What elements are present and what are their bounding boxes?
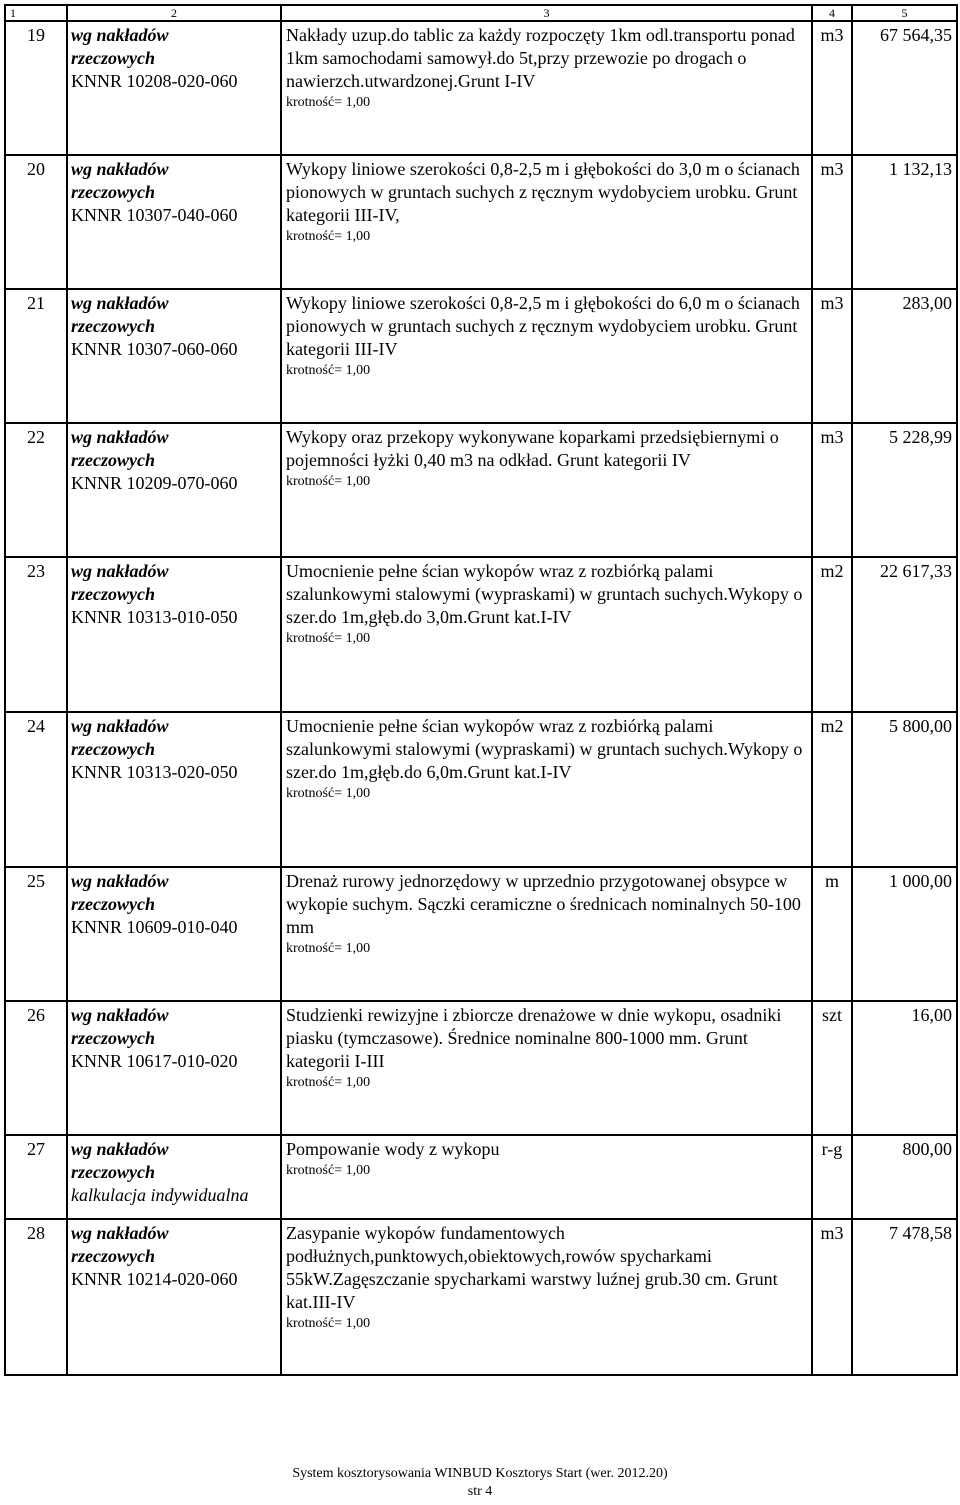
multiplier: krotność= 1,00 (286, 1163, 371, 1178)
item-number-cell (5, 289, 67, 423)
item-number: 26 (27, 1005, 45, 1025)
unit: m (824, 871, 839, 891)
catalog-code: KNNR 10609-010-040 (71, 917, 238, 937)
unit-cell (812, 289, 852, 423)
quantity-cell (852, 423, 957, 557)
unit-cell (812, 21, 852, 155)
table-row (5, 21, 957, 155)
basis-cell (67, 1219, 281, 1375)
multiplier: krotność= 1,00 (286, 1075, 371, 1090)
quantity-cell (852, 712, 957, 867)
basis-type: wg nakładów (71, 1139, 169, 1159)
unit-cell (812, 867, 852, 1001)
basis-type-cont: rzeczowych (71, 584, 155, 604)
item-number-cell (5, 557, 67, 712)
description-cell (281, 155, 812, 289)
catalog-code: KNNR 10214-020-060 (71, 1269, 238, 1289)
basis-cell (67, 289, 281, 423)
footer-system-name: System kosztorysowania WINBUD Kosztorys Start (wer. 2012.20) (292, 1466, 668, 1481)
catalog-code: KNNR 10307-060-060 (71, 339, 238, 359)
table-row (5, 1001, 957, 1135)
col-1-header: 1 (5, 5, 67, 21)
work-description: Umocnienie pełne ścian wykopów wraz z rozbiórką palami szalunkowymi stalowymi (wypraskami) w gruntach suchych.Wykopy o szer.do 1m,głęb.do 6,0m.Grunt kat.I-IV (286, 716, 803, 782)
work-description: Nakłady uzup.do tablic za każdy rozpoczęty 1km odl.transportu ponad 1km samochodami samowył.do 5t,przy przewozie po drogach o nawierzch.utwardzonej.Grunt I-IV (286, 25, 795, 91)
multiplier: krotność= 1,00 (286, 631, 371, 646)
basis-type-cont: rzeczowych (71, 739, 155, 759)
table-row (5, 712, 957, 867)
description-cell (281, 21, 812, 155)
basis-type: wg nakładów (71, 25, 169, 45)
quantity-cell (852, 289, 957, 423)
quantity: 1 132,13 (889, 159, 952, 179)
basis-type: wg nakładów (71, 561, 169, 581)
quantity-cell (852, 1219, 957, 1375)
column-number-header (5, 5, 957, 21)
work-description: Zasypanie wykopów fundamentowych podłużnych,punktowych,obiektowych,rowów spycharkami 55kW.Zagęszczanie spycharkami warstwy luźnej grub.30 cm. Grunt kat.III-IV (286, 1223, 778, 1312)
work-description: Drenaż rurowy jednorzędowy w uprzednio przygotowanej obsypce w wykopie suchym. Sączki ceramiczne o średnicach nominalnych 50-100 mm (286, 871, 801, 937)
unit-cell (812, 155, 852, 289)
item-number: 28 (27, 1223, 45, 1243)
unit: m3 (820, 1223, 844, 1243)
quantity: 5 228,99 (889, 427, 952, 447)
multiplier: krotność= 1,00 (286, 786, 371, 801)
work-description: Studzienki rewizyjne i zbiorcze drenażowe w dnie wykopu, osadniki piasku (tymczasowe). Średnice nominalne 800-1000 mm. Grunt kategorii I-III (286, 1005, 782, 1071)
unit-cell (812, 712, 852, 867)
item-number: 25 (27, 871, 45, 891)
table-row (5, 867, 957, 1001)
catalog-code: KNNR 10617-010-020 (71, 1051, 238, 1071)
page-footer (0, 1465, 960, 1501)
cost-estimate-table (4, 4, 958, 1376)
unit: m3 (820, 25, 844, 45)
unit: szt (822, 1005, 842, 1025)
quantity: 7 478,58 (889, 1223, 952, 1243)
quantity-cell (852, 557, 957, 712)
item-number-cell (5, 1219, 67, 1375)
table-row (5, 155, 957, 289)
unit-cell (812, 1219, 852, 1375)
item-number-cell (5, 423, 67, 557)
col-2-header: 2 (67, 5, 281, 21)
catalog-code: KNNR 10313-020-050 (71, 762, 238, 782)
table-row (5, 557, 957, 712)
quantity-cell (852, 21, 957, 155)
item-number: 24 (27, 716, 45, 736)
quantity: 16,00 (911, 1005, 952, 1025)
work-description: Wykopy liniowe szerokości 0,8-2,5 m i głębokości do 3,0 m o ścianach pionowych w gruntach suchych z ręcznym wydobyciem urobku. Grunt kategorii III-IV, (286, 159, 800, 225)
item-number: 21 (27, 293, 45, 313)
basis-type: wg nakładów (71, 716, 169, 736)
footer-page-number: str 4 (467, 1484, 493, 1499)
basis-cell (67, 423, 281, 557)
table-row (5, 1219, 957, 1375)
work-description: Umocnienie pełne ścian wykopów wraz z rozbiórką palami szalunkowymi stalowymi (wypraskami) w gruntach suchych.Wykopy o szer.do 1m,głęb.do 3,0m.Grunt kat.I-IV (286, 561, 803, 627)
basis-type: wg nakładów (71, 159, 169, 179)
multiplier: krotność= 1,00 (286, 363, 371, 378)
col-3-header: 3 (281, 5, 812, 21)
description-cell (281, 1219, 812, 1375)
description-cell (281, 557, 812, 712)
quantity: 22 617,33 (880, 561, 952, 581)
table-row (5, 289, 957, 423)
unit-cell (812, 1001, 852, 1135)
unit: m3 (820, 427, 844, 447)
basis-cell (67, 712, 281, 867)
item-number-cell (5, 867, 67, 1001)
basis-cell (67, 557, 281, 712)
unit-cell (812, 1135, 852, 1219)
basis-type: wg nakładów (71, 427, 169, 447)
description-cell (281, 423, 812, 557)
description-cell (281, 1001, 812, 1135)
basis-type: wg nakładów (71, 1005, 169, 1025)
multiplier: krotność= 1,00 (286, 1316, 371, 1331)
quantity-cell (852, 1001, 957, 1135)
work-description: Wykopy liniowe szerokości 0,8-2,5 m i głębokości do 6,0 m o ścianach pionowych w gruntach suchych z ręcznym wydobyciem urobku. Grunt kategorii III-IV (286, 293, 800, 359)
catalog-code: kalkulacja indywidualna (71, 1185, 249, 1205)
basis-type-cont: rzeczowych (71, 894, 155, 914)
basis-type-cont: rzeczowych (71, 1028, 155, 1048)
unit: m3 (820, 293, 844, 313)
basis-cell (67, 1001, 281, 1135)
item-number: 22 (27, 427, 45, 447)
item-number: 19 (27, 25, 45, 45)
description-cell (281, 289, 812, 423)
basis-cell (67, 21, 281, 155)
unit: r-g (821, 1139, 843, 1159)
col-5-header: 5 (852, 5, 957, 21)
item-number-cell (5, 21, 67, 155)
basis-type: wg nakładów (71, 871, 169, 891)
work-description: Wykopy oraz przekopy wykonywane koparkami przedsiębiernymi o pojemności łyżki 0,40 m3 na odkład. Grunt kategorii IV (286, 427, 779, 470)
description-cell (281, 712, 812, 867)
basis-cell (67, 867, 281, 1001)
description-cell (281, 867, 812, 1001)
description-cell (281, 1135, 812, 1219)
quantity: 800,00 (902, 1139, 952, 1159)
multiplier: krotność= 1,00 (286, 474, 371, 489)
work-description: Pompowanie wody z wykopu (286, 1139, 500, 1159)
unit: m2 (820, 716, 844, 736)
multiplier: krotność= 1,00 (286, 95, 371, 110)
basis-type-cont: rzeczowych (71, 48, 155, 68)
table-row (5, 423, 957, 557)
basis-type-cont: rzeczowych (71, 450, 155, 470)
basis-type: wg nakładów (71, 293, 169, 313)
basis-cell (67, 1135, 281, 1219)
quantity: 283,00 (902, 293, 952, 313)
quantity-cell (852, 155, 957, 289)
basis-type-cont: rzeczowych (71, 316, 155, 336)
catalog-code: KNNR 10313-010-050 (71, 607, 238, 627)
item-number: 27 (27, 1139, 45, 1159)
item-number-cell (5, 155, 67, 289)
unit: m3 (820, 159, 844, 179)
catalog-code: KNNR 10307-040-060 (71, 205, 238, 225)
catalog-code: KNNR 10209-070-060 (71, 473, 238, 493)
quantity: 67 564,35 (880, 25, 952, 45)
quantity-cell (852, 1135, 957, 1219)
basis-type-cont: rzeczowych (71, 182, 155, 202)
quantity: 1 000,00 (889, 871, 952, 891)
item-number: 20 (27, 159, 45, 179)
col-4-header: 4 (812, 5, 852, 21)
table-row (5, 1135, 957, 1219)
multiplier: krotność= 1,00 (286, 229, 371, 244)
catalog-code: KNNR 10208-020-060 (71, 71, 238, 91)
unit: m2 (820, 561, 844, 581)
item-number-cell (5, 1135, 67, 1219)
item-number-cell (5, 1001, 67, 1135)
basis-type-cont: rzeczowych (71, 1162, 155, 1182)
basis-type: wg nakładów (71, 1223, 169, 1243)
quantity: 5 800,00 (889, 716, 952, 736)
item-number: 23 (27, 561, 45, 581)
basis-type-cont: rzeczowych (71, 1246, 155, 1266)
multiplier: krotność= 1,00 (286, 941, 371, 956)
basis-cell (67, 155, 281, 289)
unit-cell (812, 557, 852, 712)
unit-cell (812, 423, 852, 557)
quantity-cell (852, 867, 957, 1001)
item-number-cell (5, 712, 67, 867)
